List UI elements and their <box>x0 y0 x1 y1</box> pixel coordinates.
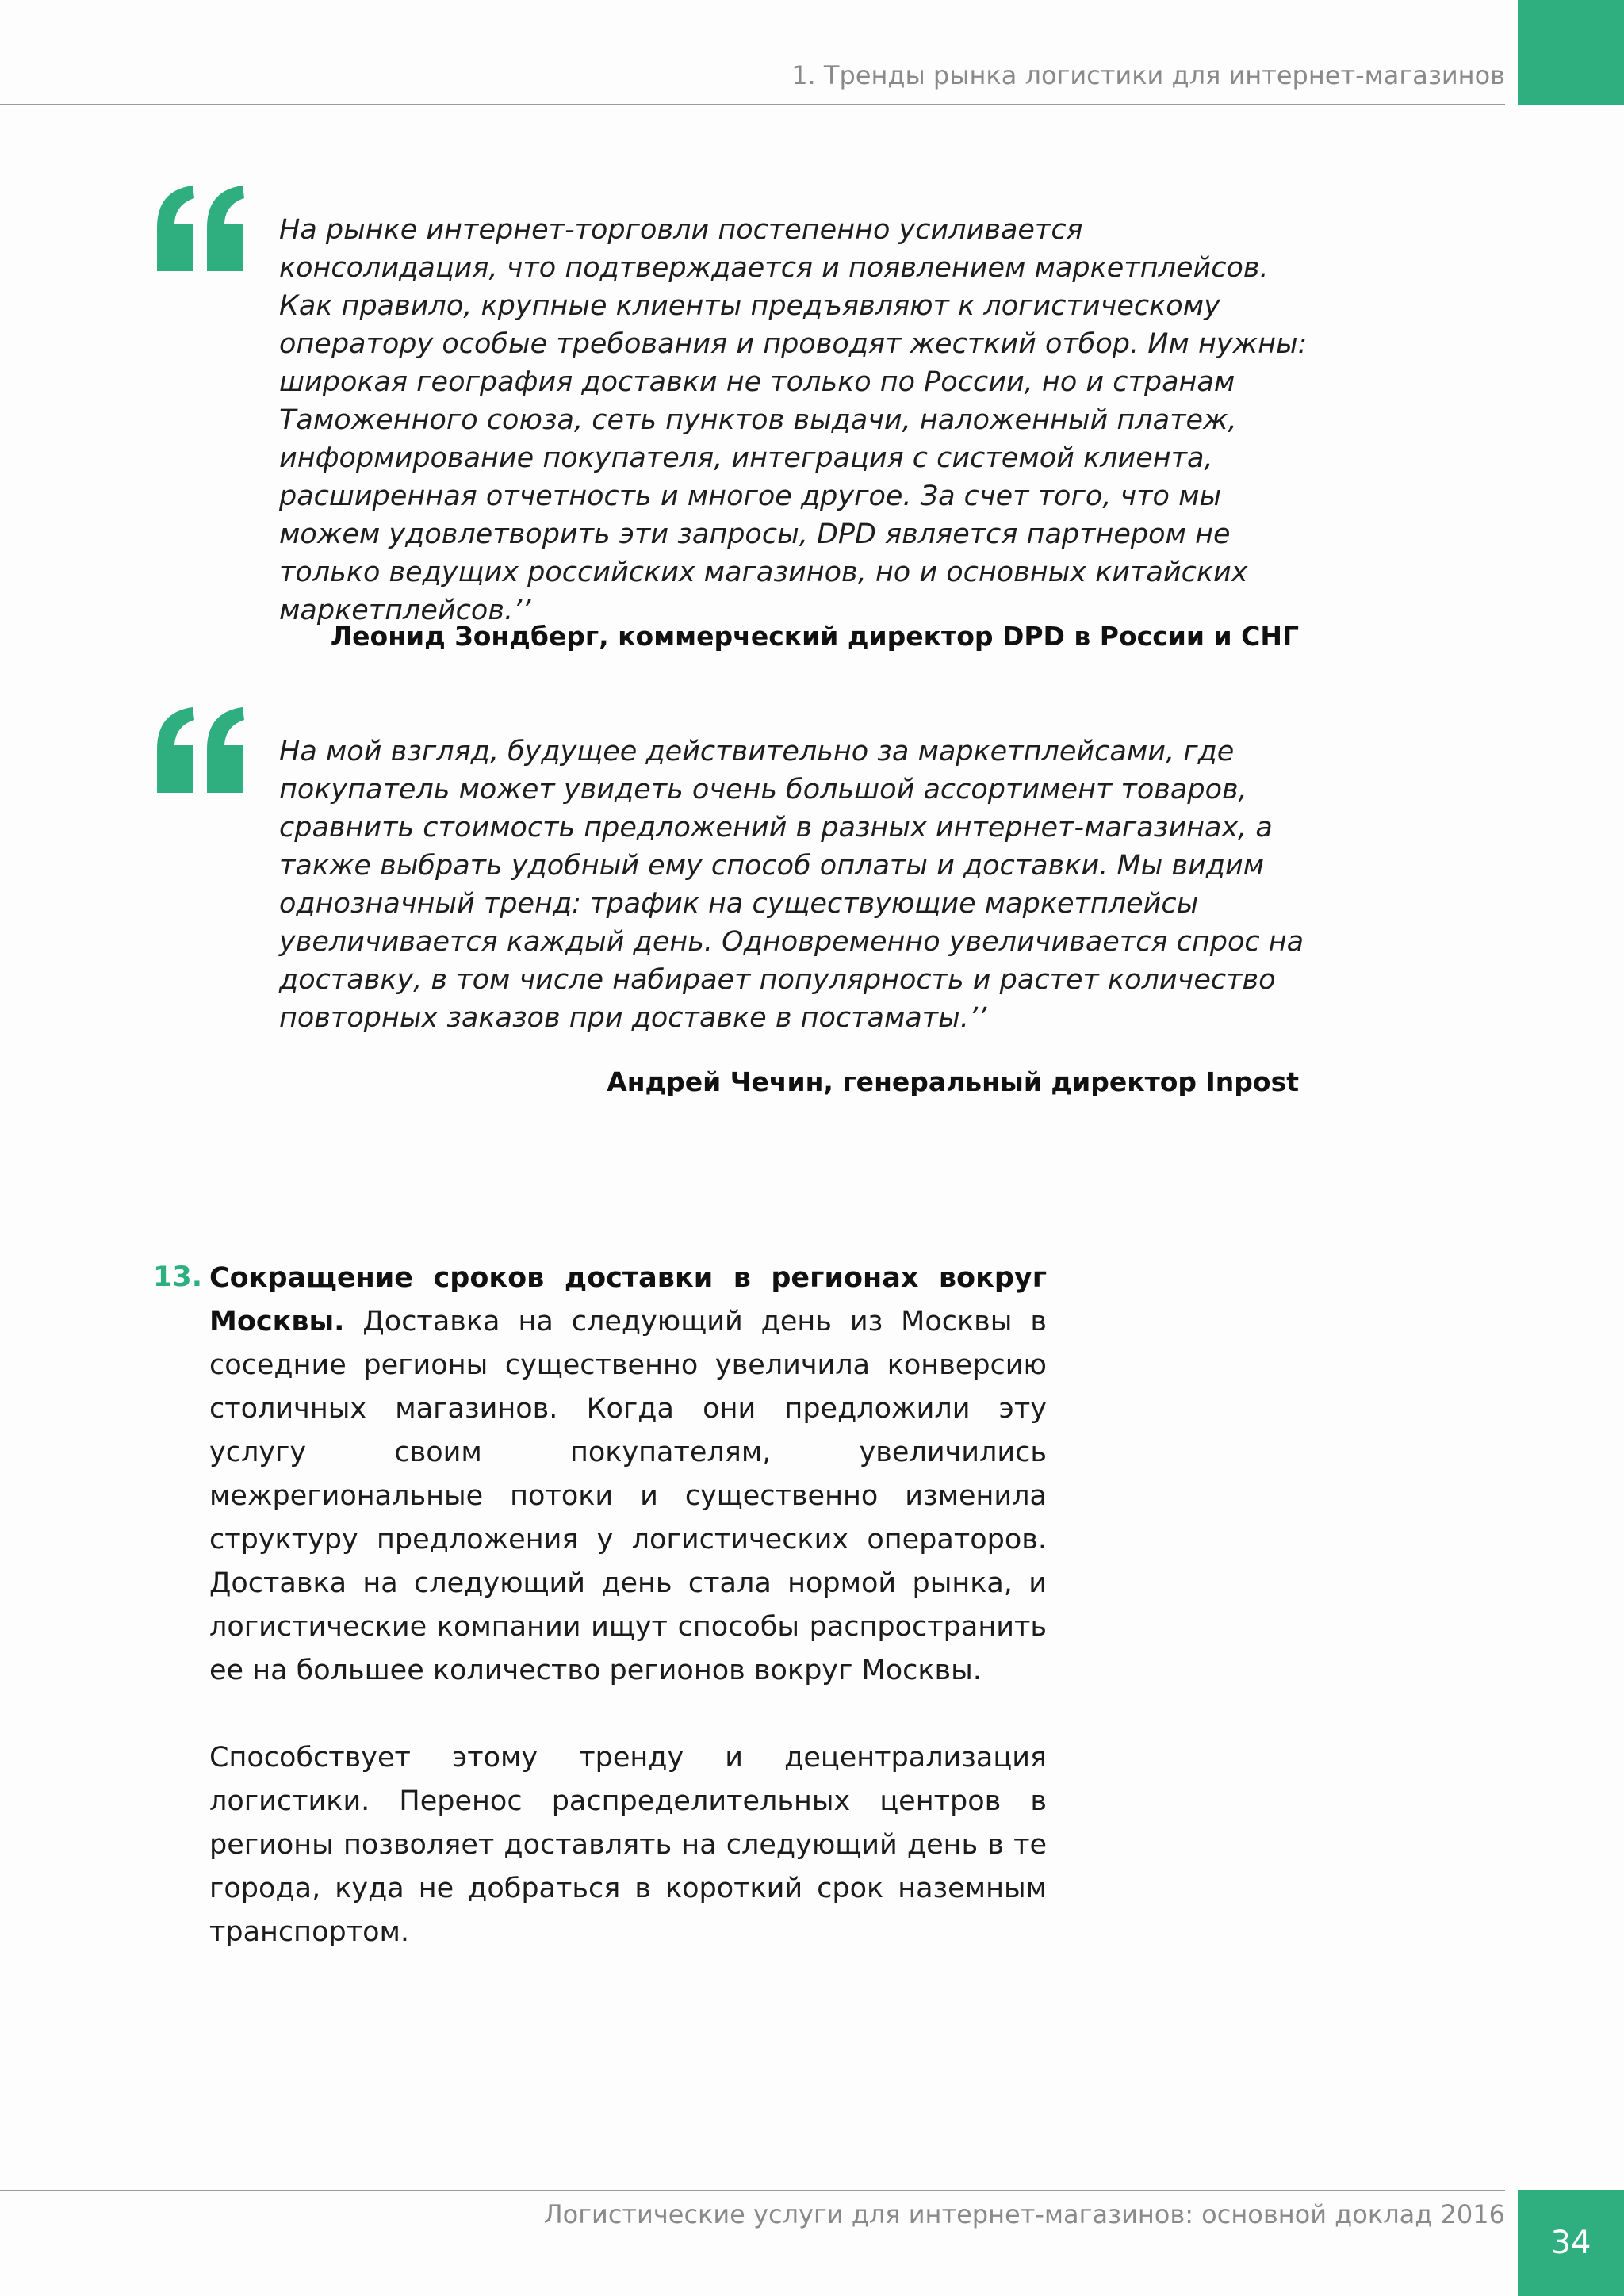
opening-quote-icon <box>153 706 248 793</box>
quote-paragraph: На мой взгляд, будущее действительно за маркетплейсами, где покупатель может увидеть очень большой ассортимент товаров, сравнить стоимость предложений в разных интернет-магазинах, а также выбрать удобный ему способ оплаты и доставки. Мы видим однозначный тренд: трафик на существующие маркетплейсы увеличивается каждый день. Одновременно увеличивается спрос на доставку, в том числе набирает популярность и растет количество повторных заказов при доставке в постаматы.’’ <box>279 736 1304 1034</box>
footer-report-title: Логистические услуги для интернет-магазинов: основной доклад 2016 <box>543 2199 1505 2229</box>
running-header: 1. Тренды рынка логистики для интернет-магазинов <box>791 60 1505 90</box>
page-number: 34 <box>1550 2225 1591 2261</box>
quote-text-2 <box>279 733 1310 1037</box>
quote-author-2: Андрей Чечин, генеральный директор Inpost <box>607 1066 1299 1097</box>
footer-divider <box>0 2190 1505 2191</box>
section-paragraph-1 <box>209 1257 1047 1693</box>
header-divider <box>0 104 1505 105</box>
section-paragraph-2: Способствует этому тренду и децентрализация логистики. Перенос распределительных центров в регионы позволяет доставлять на следующий день в те города, куда не добраться в короткий срок наземным транспортом. <box>209 1742 1047 1948</box>
header-accent-block <box>1518 0 1624 105</box>
opening-quote-icon <box>153 184 248 271</box>
quote-author-1: Леонид Зондберг, коммерческий директор DPD в России и СНГ <box>330 621 1299 652</box>
quote-text-1 <box>279 211 1310 629</box>
section-body <box>209 1257 1047 1954</box>
quote-paragraph: На рынке интернет-торговли постепенно усиливается консолидация, что подтверждается и появлением маркетплейсов. Как правило, крупные клиенты предъявляют к логистическому оператору особые требования и проводят жесткий отбор. Им нужны: широкая география доставки не только по России, но и странам Таможенного союза, сеть пунктов выдачи, наложенный платеж, информирование покупателя, интеграция с системой клиента, расширенная отчетность и многое другое. За счет того, что мы можем удовлетворить эти запросы, DPD является партнером не только ведущих российских магазинов, но и основных китайских маркетплейсов.’’ <box>279 214 1308 626</box>
section-title: Сокращение сроков доставки в регионах вокруг Москвы. <box>209 1262 1047 1337</box>
section-number: 13. <box>153 1261 203 1293</box>
section-paragraph-1-text: Доставка на следующий день из Москвы в соседние регионы существенно увеличила конверсию столичных магазинов. Когда они предложили эту услугу своим покупателям, увеличились межрегиональные потоки и существенно изменила структуру предложения у логистических операторов. Доставка на следующий день стала нормой рынка, и логистические компании ищут способы распространить ее на большее количество регионов вокруг Москвы. <box>209 1306 1047 1686</box>
